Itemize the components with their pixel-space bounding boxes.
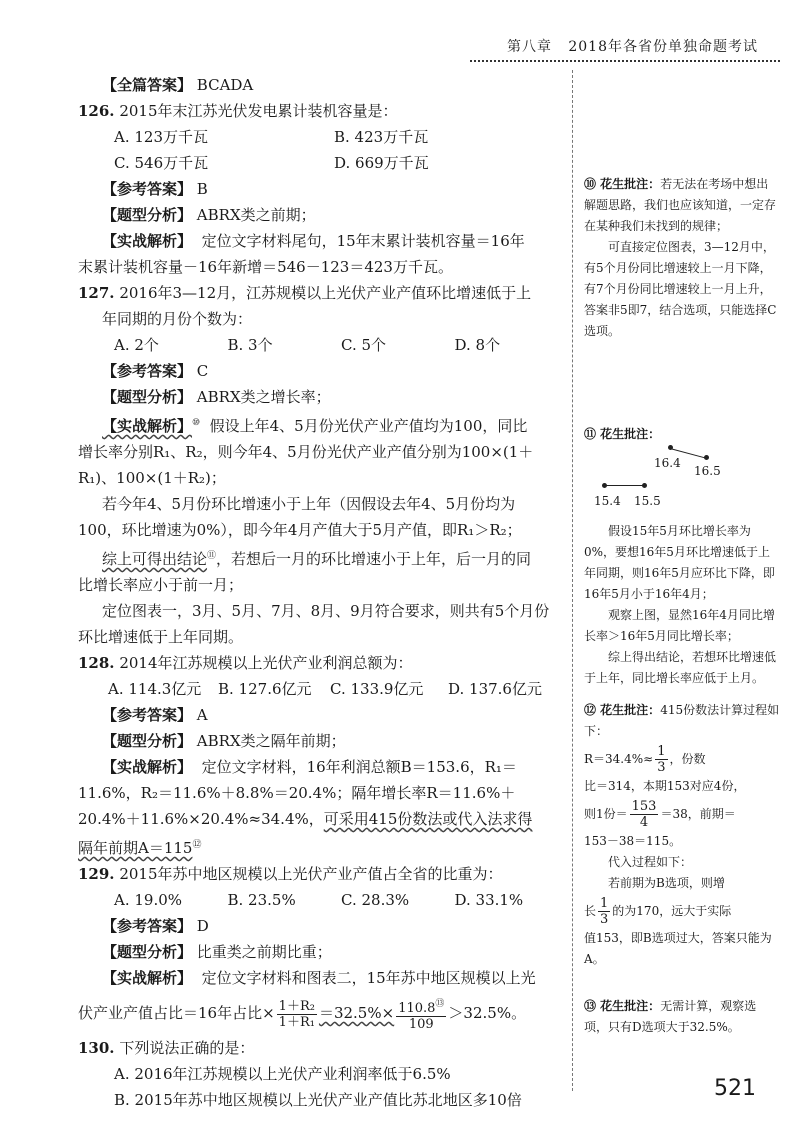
all-answers: 【全篇答案】 BCADA — [102, 76, 254, 94]
header-rule — [470, 60, 780, 62]
running-header — [507, 36, 758, 56]
analysis-127-l9: 环比增速低于上年同期。 — [78, 628, 244, 646]
options-126b: C. 546万千瓦 D. 669万千瓦 — [114, 154, 429, 172]
question-130: 130. 下列说法正确的是： — [78, 1039, 255, 1057]
analysis-128: 【实战解析】 定位文字材料，16年利润总额B＝153.6，R₁＝ — [102, 758, 517, 776]
analysis-126: 【实战解析】 定位文字材料尾句，15年末累计装机容量＝16年 — [102, 232, 525, 250]
question-126: 126. 2015年末江苏光伏发电累计装机容量是： — [78, 102, 398, 120]
option-130-b: B. 2015年苏中地区规模以上光伏产业产值比苏北地区多10倍 — [114, 1091, 522, 1109]
analysis-128-l2: 11.6%，R₂＝11.6%＋8.8%＝20.4%；隔年增长率R＝11.6%＋ — [78, 784, 516, 802]
analysis-129: 【实战解析】 定位文字材料和图表二，15年苏中地区规模以上光 — [102, 969, 536, 987]
diagram-label-155: 15.5 — [634, 494, 661, 508]
options-129: A. 19.0% B. 23.5% C. 28.3% D. 33.1% — [114, 891, 524, 909]
analysis-128-l3: 20.4%＋11.6%×20.4%≈34.4%，可采用415份数法或代入法求得 — [78, 810, 533, 828]
ref-answer-129: 【参考答案】 D — [102, 917, 209, 935]
note-10: ⑩ 花生批注：若无法在考场中想出解题思路，我们也应该知道，一定存在某种我们未找到的规律； 可直接定位图表，3—12月中，有5个月份同比增速较上一月下降，有7个月份同比增速较上一月上升，答案非5即7，结合选项，只能选择C选项。 — [584, 177, 777, 338]
analysis-128-l4: 隔年前期A＝115⑫ — [78, 839, 202, 857]
analysis-127: 【实战解析】⑩ 假设上年4、5月份光伏产业产值均为100，同比 — [102, 417, 528, 435]
options-127: A. 2个 B. 3个 C. 5个 D. 8个 — [114, 336, 501, 354]
analysis-127-l2: 增长率分别R₁、R₂，则今年4、5月份光伏产业产值分别为100×(1＋ — [78, 443, 534, 461]
options-126: A. 123万千瓦 B. 423万千瓦 — [114, 128, 429, 146]
chapter-label: 第八章 — [507, 39, 552, 55]
type-analysis-126: 【题型分析】 ABRX类之前期； — [102, 206, 316, 224]
comparison-diagram — [594, 447, 734, 517]
type-analysis-127: 【题型分析】 ABRX类之增长率； — [102, 388, 331, 406]
analysis-126-cont: 末累计装机容量－16年新增＝546－123＝423万千瓦。 — [78, 258, 453, 276]
question-127: 127. 2016年3—12月，江苏规模以上光伏产业产值环比增速低于上 — [78, 284, 532, 302]
analysis-127-l6: 综上可得出结论⑪，若想后一月的环比增速小于上年，后一月的同 — [102, 550, 532, 568]
ref-answer-126: 【参考答案】 B — [102, 180, 208, 198]
analysis-127-l4: 若今年4、5月份环比增速小于上年（因假设去年4、5月份均为 — [102, 495, 516, 513]
analysis-127-l8: 定位图表一，3月、5月、7月、8月、9月符合要求，则共有5个月份 — [102, 602, 550, 620]
analysis-127-l5: 100，环比增速为0%），即今年4月产值大于5月产值，即R₁＞R₂； — [78, 521, 522, 539]
main-column — [78, 72, 568, 1113]
diagram-label-154: 15.4 — [594, 494, 621, 508]
option-130-a: A. 2016年江苏规模以上光伏产业利润率低于6.5% — [114, 1065, 451, 1083]
diagram-label-164: 16.4 — [654, 456, 681, 470]
diagram-label-165: 16.5 — [694, 464, 721, 478]
sidebar-divider — [572, 70, 573, 1091]
note-12: ⑫ 花生批注：415份数法计算过程如下： R＝34.4%≈ $\frac{1}{3}$ ，份数 比＝314，本期153对应4份， 则1份＝ $\frac{153}{4}$ ＝38，前期＝ 153－38＝115。 代入过程如下： 若前期为B选项，则增 长 $\frac{1}{3}$ 的为170，远大于实际 值153，即B选项过大，答案只能为A。 — [584, 703, 780, 966]
question-127-cont: 年同期的月份个数为： — [102, 310, 253, 328]
question-129: 129. 2015年苏中地区规模以上光伏产业产值占全省的比重为： — [78, 865, 503, 883]
fraction-value: $\frac{110.8^⑬}{109}$ — [398, 998, 445, 1032]
header-title: 2018年各省份单独命题考试 — [568, 39, 758, 55]
page-number: 521 — [714, 1076, 756, 1101]
ref-answer-128: 【参考答案】 A — [102, 706, 208, 724]
fraction-r: $\frac{\text{1＋R₂}}{\text{1＋R₁}}$ — [278, 998, 315, 1030]
type-analysis-128: 【题型分析】 ABRX类之隔年前期； — [102, 732, 346, 750]
question-128: 128. 2014年江苏规模以上光伏产业利润总额为： — [78, 654, 413, 672]
analysis-127-l3: R₁)、100×(1＋R₂)； — [78, 469, 226, 487]
analysis-127-l7: 比增长率应小于前一月； — [78, 576, 244, 594]
diagram-line-lower — [604, 485, 644, 486]
note-13: ⑬ 花生批注：无需计算，观察选项，只有D选项大于32.5%。 — [584, 999, 757, 1034]
type-analysis-129: 【题型分析】 比重类之前期比重； — [102, 943, 332, 961]
note-11: ⑪ 花生批注： 16.4 16.5 15.4 15.5 假设15年5月环比增长率为0%，要想16年5月环比增速低于上年同期，则16年5月应环比下降，即16年5月小于16年4月； 观察上图，显然16年4月同比增长率＞16年5月同比增长率； 综上得出结论，若想环比增速低于上年，同比增长率应低于上月。 — [584, 427, 777, 685]
options-128: A. 114.3亿元 B. 127.6亿元 C. 133.9亿元 D. 137.6亿元 — [108, 680, 542, 698]
analysis-129-formula: 伏产业产值占比＝16年占比× $\frac{\text{1＋R₂}}{\text{1＋R₁}}$ ＝32.5%× $\frac{110.8^⑬}{109}$ ＞32.5%。 — [78, 998, 527, 1032]
ref-answer-127: 【参考答案】 C — [102, 362, 209, 380]
